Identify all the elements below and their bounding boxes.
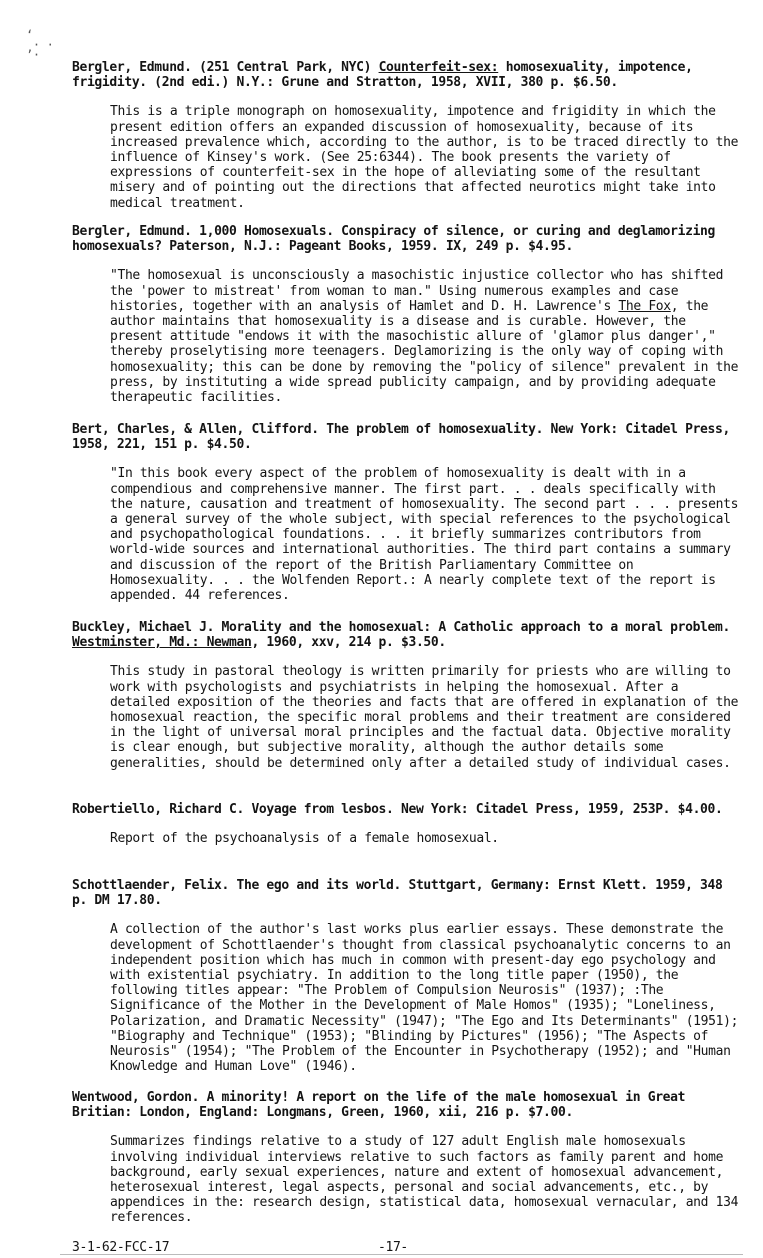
citation: Wentwood, Gordon. A minority! A report on the life of the male homosexual in Great Britian: London, England: Longmans, Green, 1960, xii, 216 p. $7.00. xyxy=(72,1090,686,1121)
bibliography-entry xyxy=(72,802,744,846)
author: Wentwood, Gordon. xyxy=(72,1090,200,1105)
bibliography-entry xyxy=(72,422,744,603)
bibliography-entry xyxy=(72,60,744,211)
book-title: The Fox xyxy=(618,298,671,314)
page-number: -17- xyxy=(378,1240,408,1255)
annotation: Report of the psychoanalysis of a female homosexual. xyxy=(110,831,499,847)
bibliography-entry xyxy=(72,224,744,405)
citation: Bergler, Edmund. 1,000 Homosexuals. Conspiracy of silence, or curing and deglamorizing homosexuals? Paterson, N.J.: Pageant Books, 1959. IX, 249 p. $4.95. xyxy=(72,224,716,255)
author: Robertiello, Richard C. xyxy=(72,802,244,817)
author: Bergler, Edmund. xyxy=(72,60,192,75)
author: Schottlaender, Felix. xyxy=(72,878,230,893)
bibliography-entry xyxy=(72,1090,744,1226)
author: Bert, Charles, & Allen, Clifford. xyxy=(72,422,319,437)
citation: Bert, Charles, & Allen, Clifford. The problem of homosexuality. New York: Citadel Press, 1958, 221, 151 p. $4.50. xyxy=(72,422,730,453)
annotation: "In this book every aspect of the problem of homosexuality is dealt with in a compendious and comprehensive manner. The first part. . . deals specifically with the nature, causation and treatment of homosexuality. The second part . . . presents a general survey of the whole subject, with special references to the psychological and psychopathological foundations. . . it briefly summarizes contributors from world-wide sources and international authorities. The third part contains a summary and discussion of the report of the British Parliamentary Committee on Homosexuality. . . the Wolfenden Report.: A nearly complete text of the report is appended. 44 references. xyxy=(110,466,739,604)
annotation: A collection of the author's last works plus earlier essays. These demonstrate the development of Schottlaender's thought from classical psychoanalytic concerns to an independent position which has much in common with present-day ego psychology and with existential psychiatry. In addition to the long title paper (1950), the following titles appear: "The Problem of Compulsion Neurosis" (1937); :The Significance of the Mother in the Development of Male Homos" (1935); "Loneliness, Polarization, and Dramatic Necessity" (1947); "The Ego and Its Determinants" (1951); "Biography and Technique" (1953); "Blinding by Pictures" (1956); "The Aspects of Neurosis" (1954); "The Problem of the Encounter in Psychotherapy (1952); and "Human Knowledge and Human Love" (1946). xyxy=(110,922,739,1075)
annotation: "The homosexual is unconsciously a masochistic injustice collector who has shifted the 'power to mistreat' from woman to man." Using numerous examples and case histories, together with an analysis of Hamlet and D. H. Lawrence's The Fox, the author maintains that homosexuality is a disease and is curable. However, the present attitude "endows it with the masochistic allure of 'glamor plus danger'," thereby proselytising more teenagers. Deglamorizing is the only way of coping with homosexuality; this can be done by removing the "policy of silence" prevalent in the press, by instituting a wide spread publicity campaign, and by providing adequate therapeutic facilities. xyxy=(110,268,739,406)
annotation: Summarizes findings relative to a study of 127 adult English male homosexuals involving individual interviews relative to such factors as family parent and home background, early sexual experiences, nature and extent of homosexual advancement, heterosexual interest, legal aspects, personal and social advancements, etc., by appendices in the: research design, statistical data, homosexual vernacular, and 134 references. xyxy=(110,1134,739,1226)
author: Bergler, Edmund. xyxy=(72,224,192,239)
citation: Schottlaender, Felix. The ego and its world. Stuttgart, Germany: Ernst Klett. 1959, 348 p. DM 17.80. xyxy=(72,878,723,909)
citation: Robertiello, Richard C. Voyage from lesbos. New York: Citadel Press, 1959, 253P. $4.00. xyxy=(72,802,723,817)
citation: Buckley, Michael J. Morality and the homosexual: A Catholic approach to a moral problem. Westminster, Md.: Newman, 1960, xxv, 214 p. $3.50. xyxy=(72,620,730,651)
bibliography-entry xyxy=(72,878,744,1074)
bibliography-entry xyxy=(72,620,744,771)
annotation: This study in pastoral theology is written primarily for priests who are willing to work with psychologists and psychiatrists in helping the homosexual. After a detailed exposition of the theories and facts that are offered in explanation of the homosexual reaction, the specific moral problems and their treatment are considered in the light of universal moral principles and the factual data. Objective morality is clear enough, but subjective morality, although the author details some generalities, should be determined only after a detailed study of individual cases. xyxy=(110,664,739,771)
annotation: This is a triple monograph on homosexuality, impotence and frigidity in which the present edition offers an expanded discussion of homosexuality, because of its increased prevalence which, according to the author, is to be traced directly to the influence of Kinsey's work. (See 25:6344). The book presents the variety of expressions of counterfeit-sex in the hope of alleviating some of the resultant misery and of pointing out the directions that affected neurotics might take into medical treatment. xyxy=(110,104,739,211)
book-title: Counterfeit-sex: xyxy=(378,60,499,75)
publisher: Westminster, Md.: Newman xyxy=(72,635,252,651)
author: Buckley, Michael J. xyxy=(72,620,215,635)
citation: Bergler, Edmund. (251 Central Park, NYC) Counterfeit-sex: homosexuality, impotence, frigidity. (2nd edi.) N.Y.: Grune and Stratton, 1958, XVII, 380 p. $6.50. xyxy=(72,60,693,91)
page-edge-divider xyxy=(60,1254,743,1255)
scan-specks: ‘ · · ’· xyxy=(26,28,54,62)
document-code: 3-1-62-FCC-17 xyxy=(72,1240,170,1255)
